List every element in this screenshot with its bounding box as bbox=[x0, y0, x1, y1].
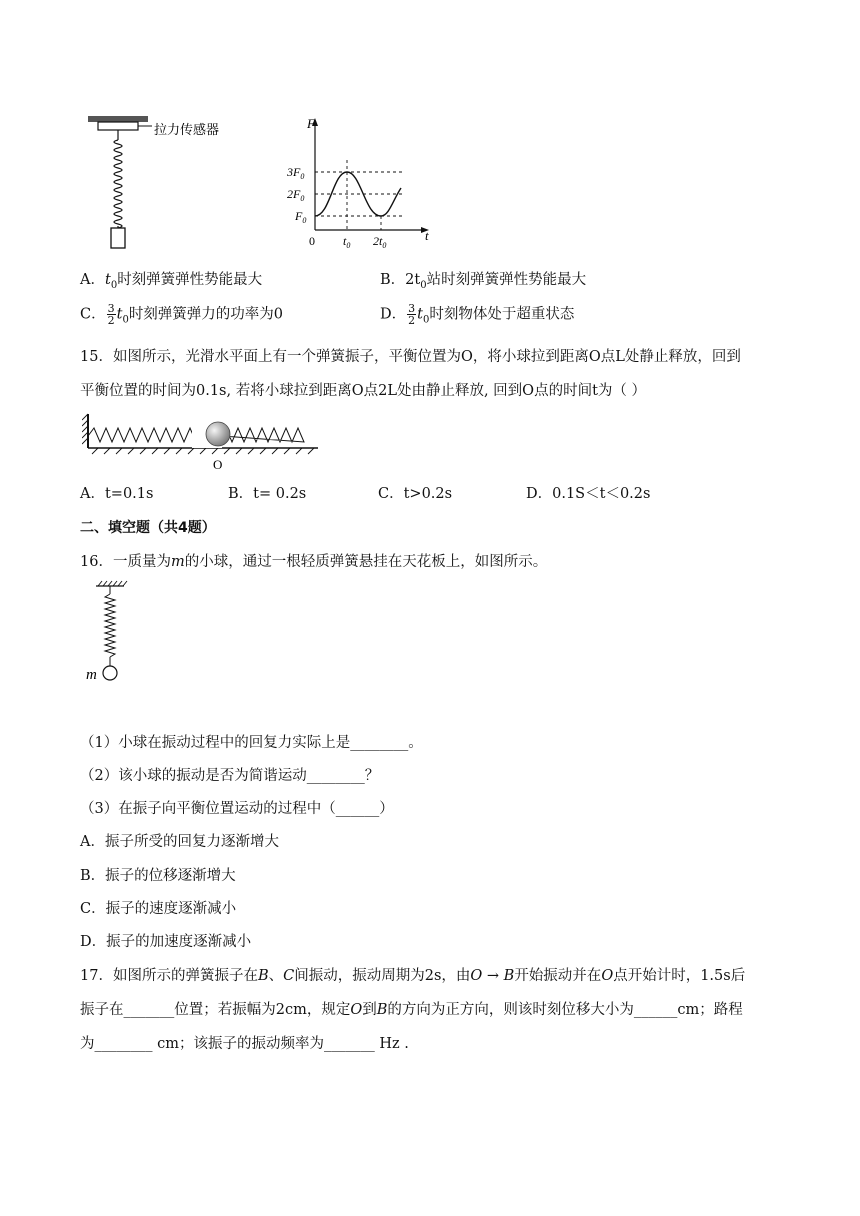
sensor-label: 拉力传感器 bbox=[154, 122, 220, 137]
q15-option-d: D．0.1S＜t＜0.2s bbox=[526, 486, 651, 502]
mass-label-m: m bbox=[86, 667, 97, 683]
x-tick-2t0: 2t bbox=[373, 234, 383, 248]
x-tick-t0: t bbox=[343, 234, 347, 248]
section-header-fill-in: 二、填空题（共4题） bbox=[80, 520, 216, 536]
y-tick-2f0: 2F bbox=[287, 187, 301, 201]
q17-line3: 为________ cm；该振子的振动频率为_______ Hz . bbox=[80, 1036, 409, 1052]
q15-stem-line1: 15．如图所示，光滑水平面上有一个弹簧振子，平衡位置为O，将小球拉到距离O点L处静止释放，回到 bbox=[80, 349, 741, 365]
x-tick-origin: 0 bbox=[309, 234, 315, 248]
svg-text:2t0: $2t_0$ bbox=[373, 234, 387, 250]
q14-option-c: C． $\frac{3}{2}$ $t_0$时刻弹簧弹力的功率为0 bbox=[80, 302, 284, 327]
q16-sub3: （3）在振子向平衡位置运动的过程中（______） bbox=[80, 801, 394, 817]
q15-option-b: B．t= 0.2s bbox=[228, 486, 307, 502]
svg-text:2F0: $2F_0$ bbox=[287, 187, 305, 203]
svg-text:3F0: $3F_0$ bbox=[287, 165, 305, 181]
x-axis-label: t bbox=[425, 228, 429, 243]
y-axis-label: F bbox=[307, 116, 315, 131]
q17-line1: 17．如图所示的弹簧振子在B、C间振动，振动周期为2s，由O → B开始振动并在O点开始计时，1.5s后 bbox=[80, 968, 746, 984]
horizontal-spring-figure bbox=[82, 410, 327, 472]
q16-sub2: （2）该小球的振动是否为简谐运动________？ bbox=[80, 768, 380, 784]
q14-option-a: A．$t_0$时刻弹簧弹性势能最大 bbox=[80, 272, 263, 291]
q16-choice-c: C．振子的速度逐渐减小 bbox=[80, 901, 237, 917]
y-tick-f0: F bbox=[295, 209, 303, 223]
svg-text:t0: $t_0$ bbox=[343, 234, 351, 250]
q15-stem-line2: 平衡位置的时间为0.1s, 若将小球拉到距离O点2L处由静止释放, 回到O点的时间t为（ ） bbox=[80, 383, 646, 399]
equilibrium-label-o: O bbox=[213, 457, 223, 472]
q16-stem: 16．一质量为m的小球，通过一根轻质弹簧悬挂在天花板上，如图所示。 bbox=[80, 554, 548, 570]
hanging-spring-figure bbox=[84, 580, 134, 685]
q15-option-a: A．t=0.1s bbox=[80, 486, 154, 502]
y-tick-3f0: 3F bbox=[287, 165, 301, 179]
q16-sub1: （1）小球在振动过程中的回复力实际上是________。 bbox=[80, 735, 423, 751]
q16-choice-a: A．振子所受的回复力逐渐增大 bbox=[80, 834, 279, 850]
q16-choice-b: B．振子的位移逐渐增大 bbox=[80, 868, 236, 884]
spring-sensor-figure bbox=[82, 112, 257, 252]
q15-option-c: C．t>0.2s bbox=[378, 486, 453, 502]
q16-choice-d: D．振子的加速度逐渐减小 bbox=[80, 934, 252, 950]
force-time-graph bbox=[285, 112, 435, 252]
q14-option-b: B．$2t_0$站时刻弹簧弹性势能最大 bbox=[380, 272, 587, 291]
q14-option-d: D． $\frac{3}{2}$ $t_0$时刻物体处于超重状态 bbox=[380, 302, 575, 327]
svg-text:F0: $F_0$ bbox=[295, 209, 307, 225]
q17-line2: 振子在_______位置；若振幅为2cm，规定O到B的方向为正方向，则该时刻位移大小为______cm；路程 bbox=[80, 1002, 743, 1018]
